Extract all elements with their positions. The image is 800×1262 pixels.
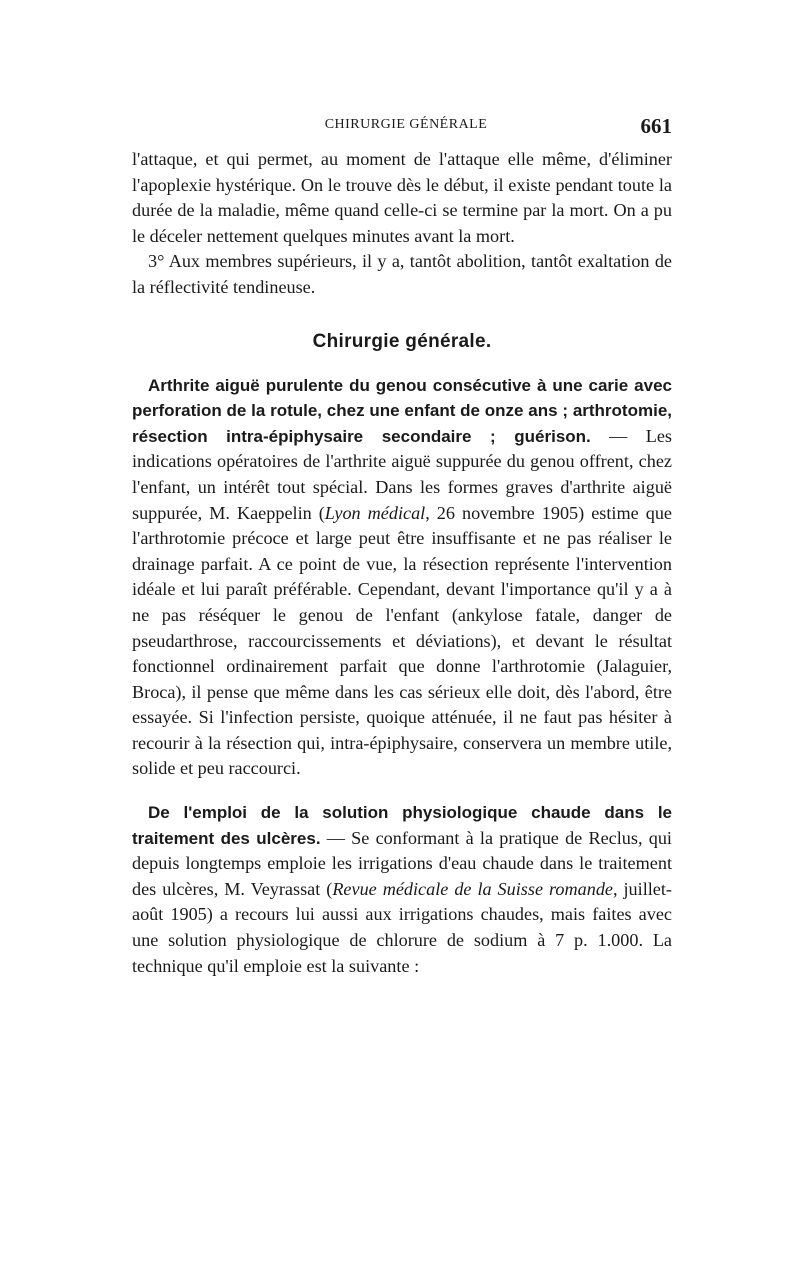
- journal-title: Lyon médical: [324, 502, 426, 523]
- article-text: , juillet-août 1905) a recours lui aussi aux irrigations chaudes, mais faites avec une solution physiologique de chlorure de sodium à 7 p. 1.000. La technique qu'il emploie est la suivante :: [132, 878, 672, 976]
- intro-paragraph-1: l'attaque, et qui permet, au moment de l'attaque elle même, d'éliminer l'apoplexie hystérique. On le trouve dès le début, il existe pendant toute la durée de la maladie, même quand celle-ci se termine par la mort. On a pu le déceler nettement quelques minutes avant la mort.: [132, 149, 672, 246]
- article-title: Arthrite aiguë purulente du genou consécutive à une carie avec perforation de la rotule, chez une enfant de onze ans ; arthrotomie, résection intra-épiphysaire secondaire ; guérison.: [132, 375, 672, 446]
- journal-title: Revue médicale de la Suisse romande: [332, 878, 613, 899]
- article-text: — Les indications opératoires de l'arthrite aiguë suppurée du genou offrent, chez l'enfant, un intérêt tout spécial. Dans les formes graves d'arthrite aiguë suppurée, M. Kaeppelin (: [132, 425, 673, 523]
- page-number: 661: [640, 114, 672, 138]
- article-text: — Se conformant à la pratique de Reclus, qui depuis longtemps emploie les irrigations d'eau chaude dans le traitement des ulcères, M. Veyrassat (: [132, 827, 672, 899]
- article-text: , 26 novembre 1905) estime que l'arthrotomie précoce et large peut être insuffisante et ne pas réaliser le drainage parfait. A ce point de vue, la résection représente l'intervention idéale et lui paraît préférable. Cependant, devant l'importance qu'il y a à ne pas réséquer le genou de l'enfant (ankylose fatale, danger de pseudarthrose, raccourcissements et déviations), et devant le résultat fonctionnel ordinairement parfait que donne l'arthrotomie (Jalaguier, Broca), il pense que même dans les cas sérieux elle doit, dès l'abord, être essayée. Si l'infection persiste, quoique atténuée, il ne faut pas hésiter à recourir à la résection qui, intra-épiphysaire, conservera un membre utile, solide et peu raccourci.: [132, 502, 672, 779]
- intro-paragraph-2: 3° Aux membres supérieurs, il y a, tantôt abolition, tantôt exaltation de la réflectivité tendineuse.: [132, 251, 672, 297]
- article-paragraph: [132, 373, 672, 783]
- article-solution-physiologique: [132, 800, 672, 979]
- page: [132, 114, 673, 979]
- running-head: [132, 114, 672, 147]
- article-paragraph: [132, 800, 672, 979]
- section-heading: Chirurgie générale.: [312, 330, 492, 352]
- running-title: CHIRURGIE GÉNÉRALE: [324, 117, 488, 132]
- article-arthrite: [132, 373, 672, 783]
- article-title: De l'emploi de la solution physiologique chaude dans le traitement des ulcères.: [132, 803, 672, 848]
